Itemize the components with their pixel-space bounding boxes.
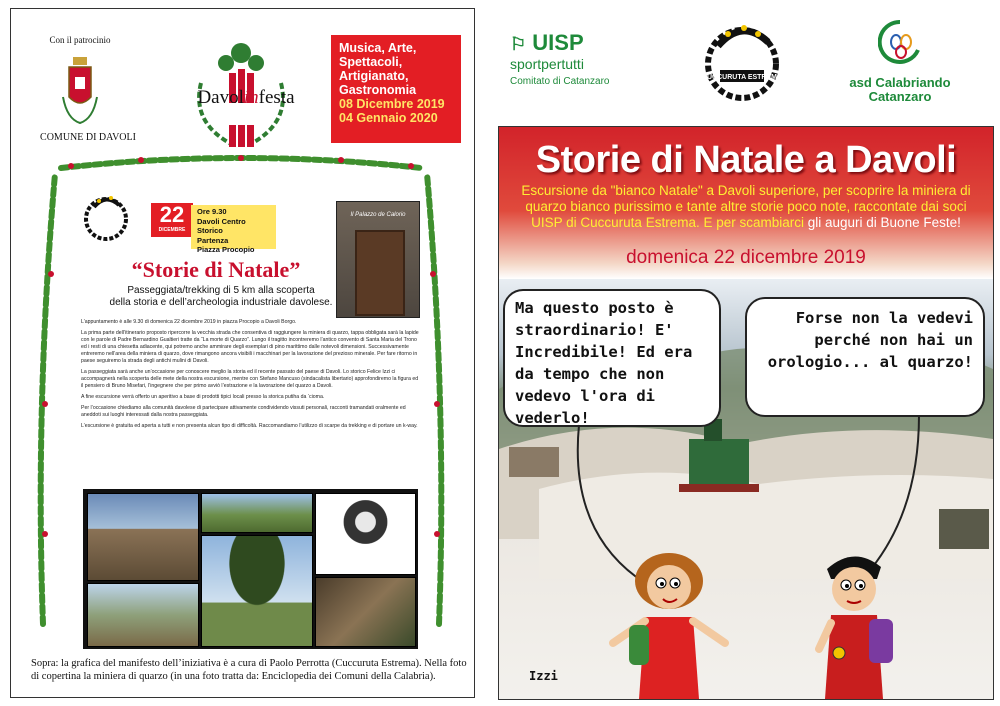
cucc-logo-text: CUCCURUTA ESTREMA xyxy=(701,74,783,81)
landscape-photo xyxy=(201,493,313,533)
door-panel xyxy=(355,230,405,316)
quarry-machinery-photo xyxy=(87,583,199,647)
cuccuruta-estrema-logo-icon xyxy=(698,16,786,104)
convent-ruin-photo xyxy=(87,493,199,581)
uisp-title xyxy=(510,30,620,56)
uisp-runner-icon: ⚐ xyxy=(510,34,527,54)
pine-tree-photo xyxy=(201,535,313,647)
uisp-logo xyxy=(510,30,620,87)
municipal-crest-icon xyxy=(61,57,99,127)
cover-title: Storie di Natale a Davoli xyxy=(535,139,957,181)
body-paragraph: La prima parte dell’itinerario proposto ripercorre la vecchia strada che consentiva di raggiungere la miniera di quarzo, tappa obbligata sarà la lapide con le parole di Padre Bernardino Gualtieri tratte da “La morte di Quarzo”. Lungo il tragitto incontreremo l’antico convento di Santa Maria del Trono ed i resti di una chiesetta adiacente, qui potremo anche ammirare degli esemplari di pino marittimo dalle notevoli dimensioni. Successivamente entreremo nell’area della miniera di quarzo, dove rimangono ancora visibili i macchinari per la lavorazione del prezioso minerale. Per fare ritorno in paese seguiremo la strada degli antichi mulini di Davoli. xyxy=(81,330,419,364)
event-start-place: Piazza Procopio xyxy=(197,245,255,254)
bubble-tails-icon xyxy=(499,279,993,699)
poster-body xyxy=(81,319,421,434)
event-day: 22 xyxy=(159,202,185,227)
mill-ruin-photo xyxy=(315,577,416,647)
event-time: Ore 9.30 xyxy=(197,207,227,216)
cover-description xyxy=(509,183,983,231)
door-sign: Il Palazzo de Calorio xyxy=(350,212,406,218)
patronage-label: Con il patrocinio xyxy=(49,35,111,45)
artist-signature: Izzi xyxy=(529,669,558,683)
event-month: DICEMBRE xyxy=(158,227,186,233)
calabriando-label xyxy=(830,76,970,104)
portrait-photo xyxy=(315,493,416,575)
poster-caption: Sopra: la grafica del manifesto dell’iniziativa è a cura di Paolo Perrotta (Cuccuruta Estrema). Nella foto di copertina la miniera di quarzo (in una foto tratta da: Enciclopedia dei Comuni della Calabria). xyxy=(31,658,467,682)
poster-subtitle-line1: Passeggiata/trekking di 5 km alla scoperta xyxy=(127,285,315,296)
festival-name xyxy=(181,87,311,109)
poster-title: “Storie di Natale” xyxy=(131,257,301,282)
girl-hiker-icon xyxy=(599,547,739,699)
calabriando-name: asd Calabriando xyxy=(849,75,951,90)
festival-name-prefix: Davol xyxy=(197,87,244,108)
event-info-box xyxy=(191,205,276,254)
poster-subtitle-line2: della storia e dell’archeologia industriale davolese. xyxy=(109,297,333,308)
poster-subtitle xyxy=(91,285,351,309)
event-place: Davoli Centro Storico xyxy=(197,216,246,235)
event-poster xyxy=(10,8,475,698)
speech-bubble-left: Ma questo posto è straordinario! E' Incredibile! Ed era da tempo che non vedevo l'ora di vederlo! xyxy=(503,289,721,427)
festival-name-italic: in xyxy=(243,87,259,108)
cover-description-lead: Escursione da "bianco Natale" a Davoli superiore, per scoprire la miniera di quarzo bianco purissimo e tante altre storie poco note, raccontate dai soci UISP di Cuccuruta Estrema. E per scambiarci xyxy=(521,183,971,230)
festival-themes: Musica, Arte, Spettacoli, Artigianato, Gastronomia xyxy=(339,41,417,97)
calabriando-logo-icon xyxy=(878,20,922,68)
uisp-title-text: UISP xyxy=(532,30,584,55)
event-date-badge xyxy=(151,203,193,237)
uisp-subtitle: sportpertutti xyxy=(510,56,584,72)
body-paragraph: L’escursione è gratuita ed aperta a tutti e non presenta alcun tipo di difficoltà. Raccomandiamo l’utilizzo di scarpe da trekking e di portare un k-way. xyxy=(81,423,418,429)
quarry-cartoon-scene xyxy=(499,279,993,699)
body-paragraph: La passeggiata sarà anche un’occasione per conoscere meglio la storia ed il recente passato del paese di Davoli. Lo storico Felice Izzi ci accompagnerà nella scoperta delle mete della nostra escursione, mentre con Stefano Mancuso (sindacalista libertario) approfondiremo la figura ed il pensiero di Bruno Misefari, l’ingegnere che per primo avviò l’estrazione e la lavorazione del quarzo a Davoli. xyxy=(81,369,419,389)
festival-name-suffix: festa xyxy=(258,87,295,108)
photo-collage xyxy=(83,489,418,649)
excursion-cover xyxy=(498,126,994,700)
festival-info-box xyxy=(331,35,461,143)
uisp-committee: Comitato di Catanzaro xyxy=(510,76,610,87)
comune-label: COMUNE DI DAVOLI xyxy=(40,132,136,143)
cover-date: domenica 22 dicembre 2019 xyxy=(626,247,866,268)
boy-hiker-icon xyxy=(799,549,909,699)
body-paragraph: A fine escursione verrà offerto un aperitivo a base di prodotti tipici locali presso la storica putiha da ‘cioma. xyxy=(81,394,325,400)
body-paragraph: L’appuntamento è alle 9.30 di domenica 22 dicembre 2019 in piazza Procopio a Davoli Borgo. xyxy=(81,319,297,325)
body-paragraph: Per l’occasione chiediamo alla comunità davolese di partecipare attivamente condividendo vissuti personali, racconti tramandati oralmente ed aneddoti sui luoghi interessati dalla nostra passeggiata. xyxy=(81,405,406,418)
festival-date-from: 08 Dicembre 2019 xyxy=(339,97,445,111)
speech-bubble-right: Forse non la vedevi perché non hai un orologio... al quarzo! xyxy=(745,297,985,417)
cuccuruta-badge-icon xyxy=(79,189,133,243)
calabriando-city: Catanzaro xyxy=(868,89,932,104)
cover-description-end: gli auguri di Buone Feste! xyxy=(807,215,961,230)
festival-date-to: 04 Gennaio 2020 xyxy=(339,111,438,125)
event-start-label: Partenza xyxy=(197,235,229,245)
